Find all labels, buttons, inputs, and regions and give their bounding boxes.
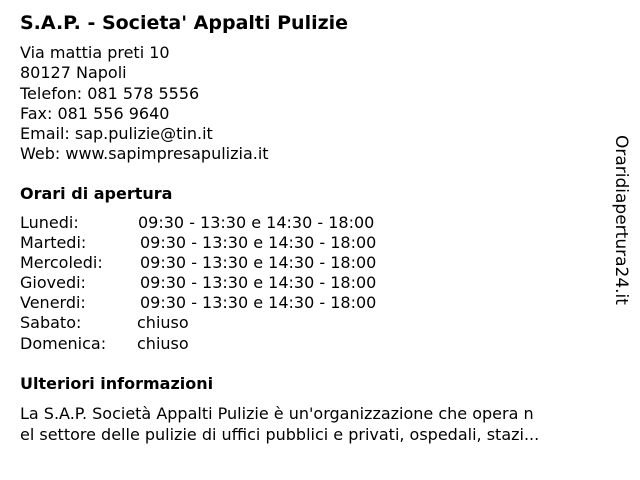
more-info-heading: Ulteriori informazioni — [20, 374, 214, 393]
hours-time: 09:30 - 13:30 e 14:30 - 18:00 — [140, 233, 377, 253]
web-line: Web: www.sapimpresapulizia.it — [20, 144, 269, 164]
fax-line: Fax: 081 556 9640 — [20, 103, 170, 123]
hours-day: Domenica: — [20, 333, 107, 353]
hours-day: Mercoledi: — [20, 253, 103, 273]
description-text — [20, 403, 590, 445]
email-line: Email: sap.pulizie@tin.it — [20, 124, 213, 144]
business-name: S.A.P. - Societa' Appalti Pulizie — [20, 12, 349, 34]
site-brand-watermark: Oraridiapertura24.it — [611, 135, 631, 305]
city-line: 80127 Napoli — [20, 63, 127, 83]
hours-day: Sabato: — [20, 313, 82, 333]
hours-time: 09:30 - 13:30 e 14:30 - 18:00 — [140, 273, 377, 293]
phone-line: Telefon: 081 578 5556 — [20, 83, 200, 103]
contact-block — [20, 43, 269, 165]
hours-day: Martedi: — [20, 233, 87, 253]
hours-day: Venerdi: — [20, 293, 86, 313]
hours-day: Lunedi: — [20, 213, 79, 232]
hours-time: chiuso — [137, 313, 189, 333]
hours-time: 09:30 - 13:30 e 14:30 - 18:00 — [138, 213, 375, 232]
hours-time: 09:30 - 13:30 e 14:30 - 18:00 — [140, 253, 377, 273]
hours-day: Giovedi: — [20, 273, 86, 293]
description-line: La S.A.P. Società Appalti Pulizie è un'organizzazione che opera n — [20, 404, 534, 423]
hours-time: chiuso — [137, 333, 189, 353]
address-line: Via mattia preti 10 — [20, 43, 170, 62]
description-line: el settore delle pulizie di uffici pubblici e privati, ospedali, stazi... — [20, 425, 540, 444]
opening-hours-heading: Orari di apertura — [20, 184, 173, 203]
hours-time: 09:30 - 13:30 e 14:30 - 18:00 — [140, 293, 377, 313]
